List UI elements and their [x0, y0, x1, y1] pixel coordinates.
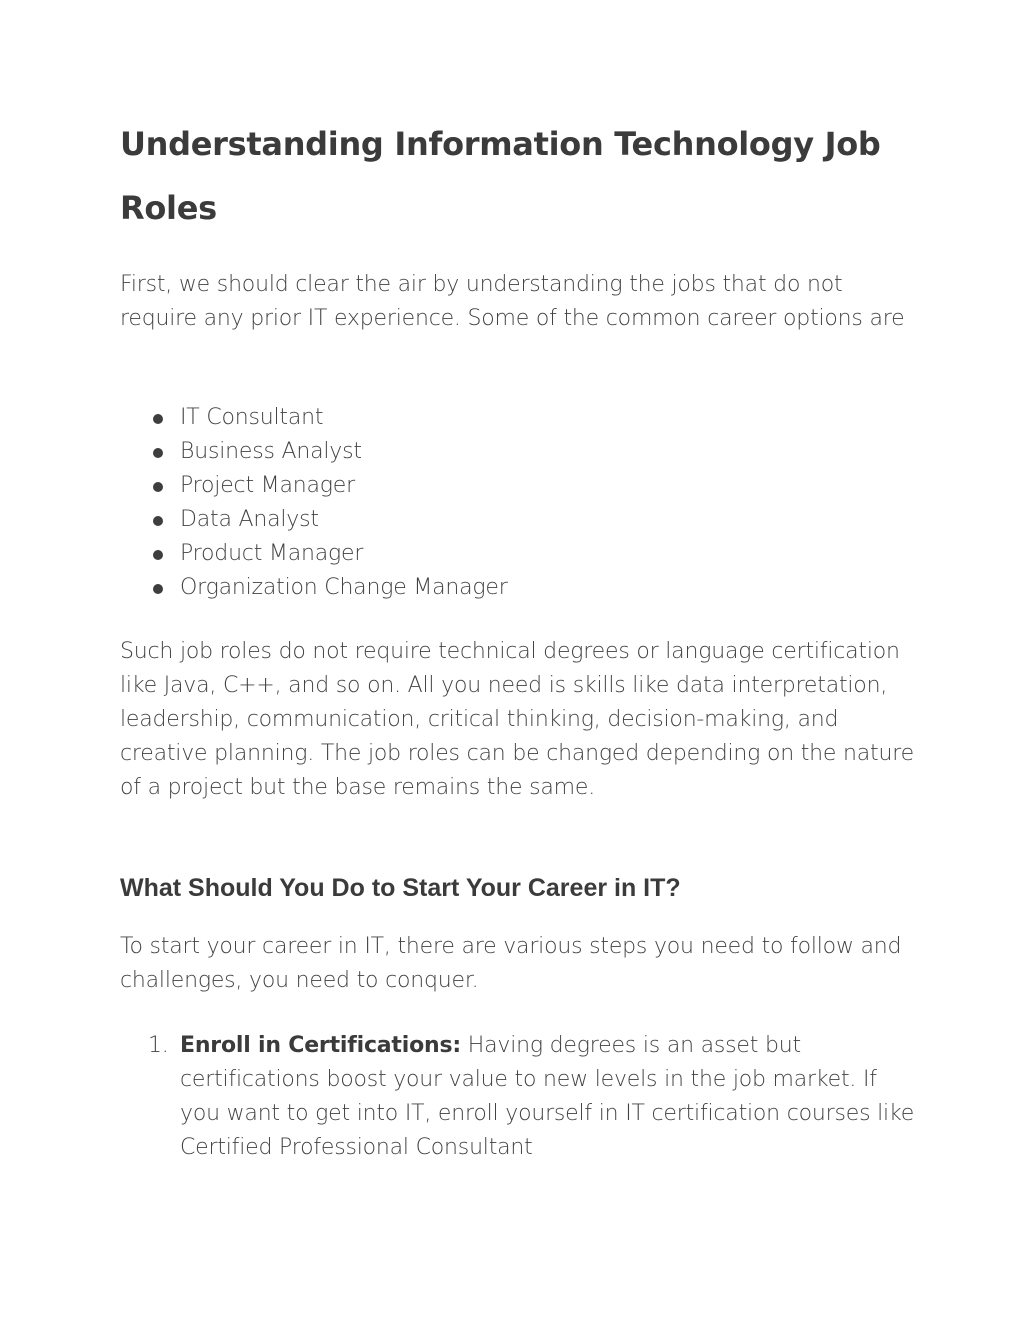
job-roles-list [120, 401, 508, 605]
list-item-text: Organization Change Manager [180, 575, 508, 600]
list-item [120, 571, 508, 605]
list-item [120, 537, 508, 571]
step-number: 1. [148, 1033, 169, 1058]
list-item [120, 469, 508, 503]
list-item-text: IT Consultant [180, 405, 324, 430]
steps-intro-paragraph: To start your career in IT, there are various steps you need to follow and challenges, you need to conquer. [120, 934, 902, 993]
step-item [120, 1029, 920, 1165]
steps-list [120, 1029, 920, 1165]
list-item [120, 503, 508, 537]
skills-paragraph: Such job roles do not require technical degrees or language certification like Java, C++, and so on. All you need is skills like data interpretation, leadership, communication, critical thinking, decision-making, and creative planning. The job roles can be changed depending on the nature of a project but the base remains the same. [120, 639, 914, 800]
bullet-icon [153, 414, 163, 424]
section-heading: What Should You Do to Start Your Career in IT? [120, 874, 681, 902]
bullet-icon [153, 584, 163, 594]
list-item [120, 435, 508, 469]
step-text: Having degrees is an asset but certifications boost your value to new levels in the job market. If you want to get into IT, enroll yourself in IT certification courses like Certified Professional Consultant [180, 1033, 915, 1160]
page-title: Understanding Information Technology Job Roles [120, 125, 881, 227]
bullet-icon [153, 448, 163, 458]
list-item-text: Business Analyst [180, 439, 362, 464]
bullet-icon [153, 550, 163, 560]
step-lead: Enroll in Certifications: [180, 1033, 461, 1058]
bullet-icon [153, 482, 163, 492]
list-item-text: Project Manager [180, 473, 355, 498]
list-item-text: Product Manager [180, 541, 364, 566]
intro-paragraph: First, we should clear the air by understanding the jobs that do not require any prior IT experience. Some of the common career options are [120, 272, 905, 331]
list-item-text: Data Analyst [180, 507, 319, 532]
bullet-icon [153, 516, 163, 526]
list-item [120, 401, 508, 435]
